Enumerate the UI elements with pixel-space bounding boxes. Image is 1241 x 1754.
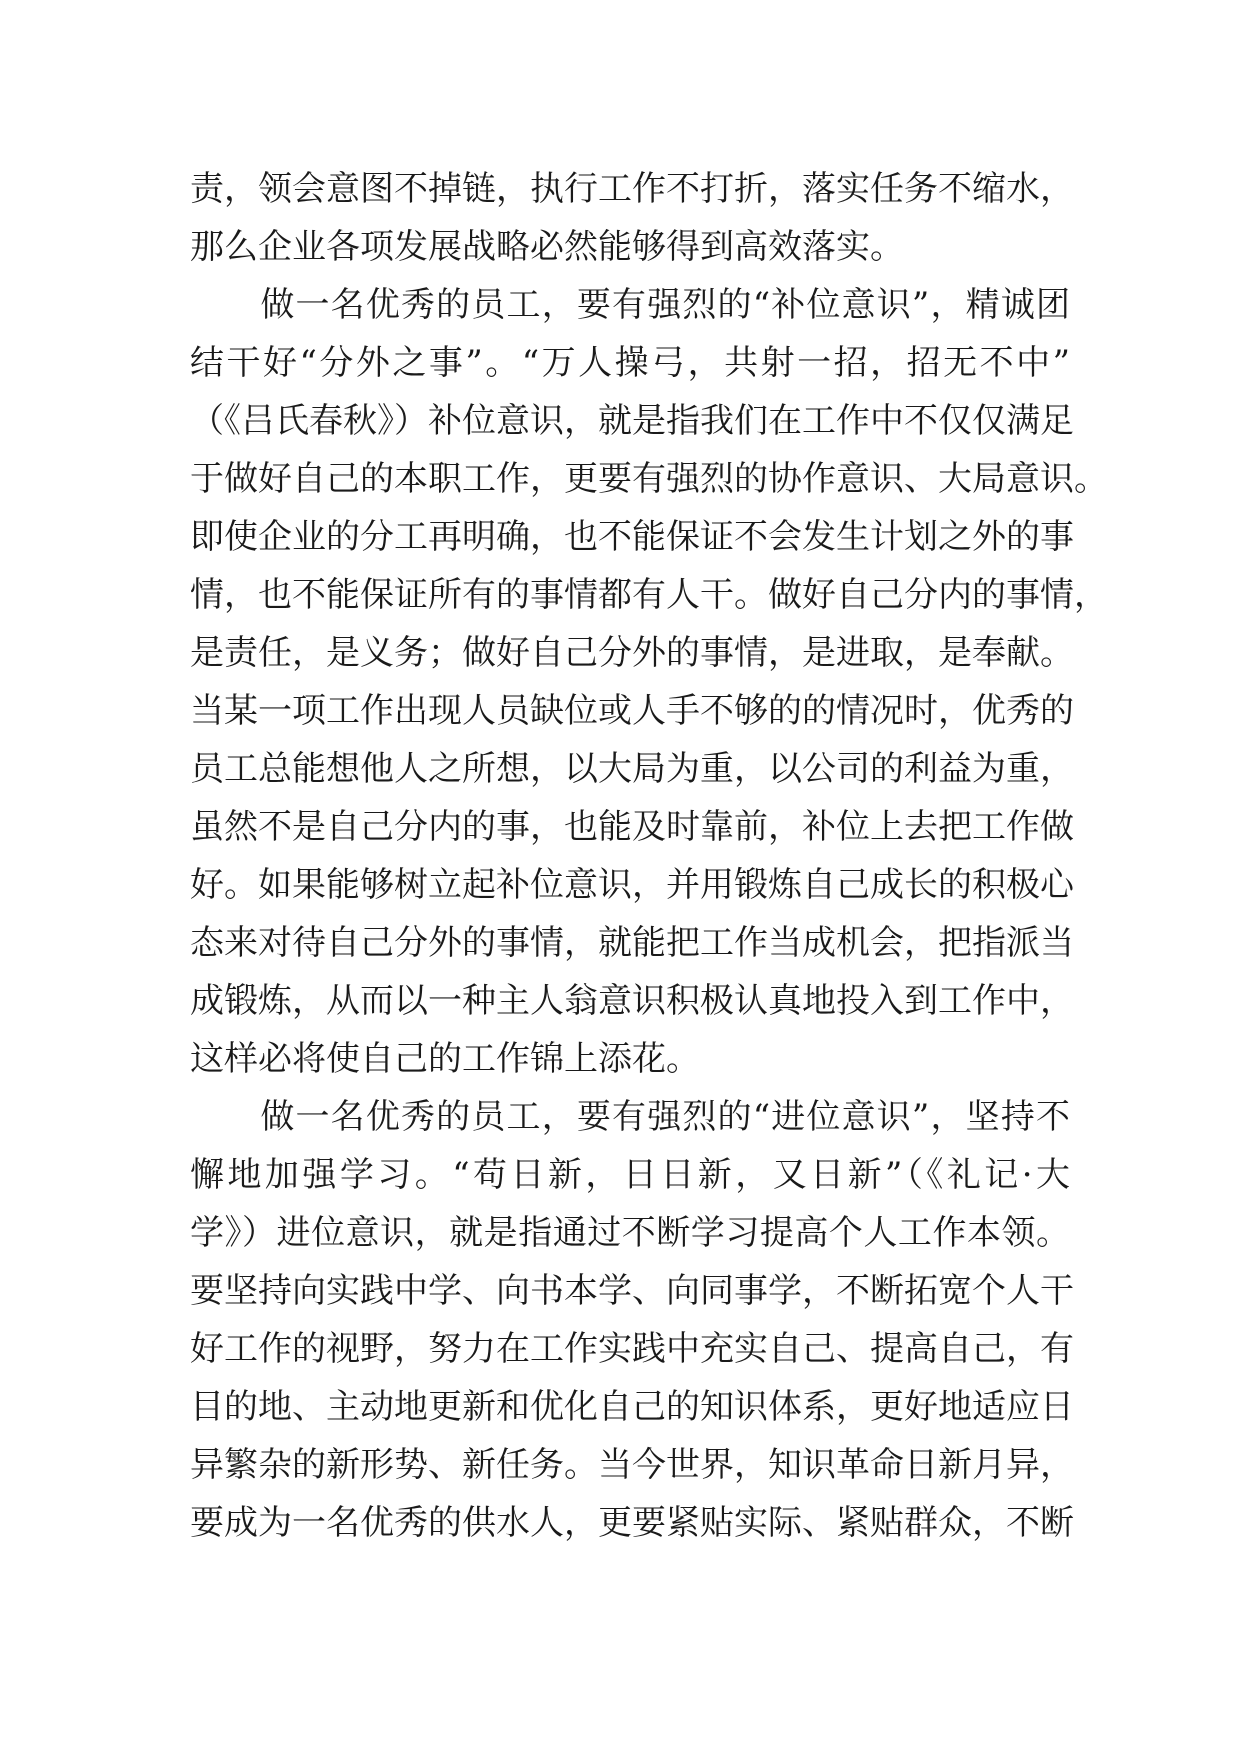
text-line: 责，领会意图不掉链，执行工作不打折，落实任务不缩水， (190, 169, 1074, 209)
text-line: 好。如果能够树立起补位意识，并用锻炼自己成长的积极心 (190, 865, 1074, 905)
text-line: 即使企业的分工再明确，也不能保证不会发生计划之外的事 (190, 517, 1074, 557)
text-line: 好工作的视野，努力在工作实践中充实自己、提高自己，有 (190, 1329, 1074, 1369)
text-line: 目的地、主动地更新和优化自己的知识体系，更好地适应日 (190, 1387, 1074, 1427)
text-line: 做一名优秀的员工，要有强烈的“补位意识”，精诚团 (190, 285, 1070, 325)
text-line: 于做好自己的本职工作，更要有强烈的协作意识、大局意识。 (190, 459, 1108, 499)
text-line: 做一名优秀的员工，要有强烈的“进位意识”，坚持不 (190, 1097, 1070, 1137)
text-line: 异繁杂的新形势、新任务。当今世界，知识革命日新月异， (190, 1445, 1074, 1485)
text-line: 当某一项工作出现人员缺位或人手不够的的情况时，优秀的 (190, 691, 1074, 731)
text-line: 那么企业各项发展战略必然能够得到高效落实。 (190, 227, 904, 267)
body-text (190, 160, 1108, 1552)
text-line: 员工总能想他人之所想，以大局为重，以公司的利益为重， (190, 749, 1074, 789)
text-line: 结干好“分外之事”。“万人操弓，共射一招，招无不中” (190, 343, 1070, 383)
text-line: 学》）进位意识，就是指通过不断学习提高个人工作本领。 (190, 1213, 1070, 1253)
text-line: （《吕氏春秋》）补位意识，就是指我们在工作中不仅仅满足 (190, 401, 1074, 441)
text-line: 虽然不是自己分内的事，也能及时靠前，补位上去把工作做 (190, 807, 1074, 847)
text-line: 要坚持向实践中学、向书本学、向同事学，不断拓宽个人干 (190, 1271, 1074, 1311)
text-line: 懈地加强学习。“苟日新，日日新，又日新”（《礼记·大 (190, 1155, 1070, 1195)
text-line: 这样必将使自己的工作锦上添花。 (190, 1039, 700, 1079)
text-line: 态来对待自己分外的事情，就能把工作当成机会，把指派当 (190, 923, 1074, 963)
text-line: 情，也不能保证所有的事情都有人干。做好自己分内的事情， (190, 575, 1108, 615)
text-line: 是责任，是义务；做好自己分外的事情，是进取，是奉献。 (190, 633, 1074, 673)
text-line: 成锻炼，从而以一种主人翁意识积极认真地投入到工作中， (190, 981, 1074, 1021)
text-line: 要成为一名优秀的供水人，更要紧贴实际、紧贴群众，不断 (190, 1503, 1074, 1543)
